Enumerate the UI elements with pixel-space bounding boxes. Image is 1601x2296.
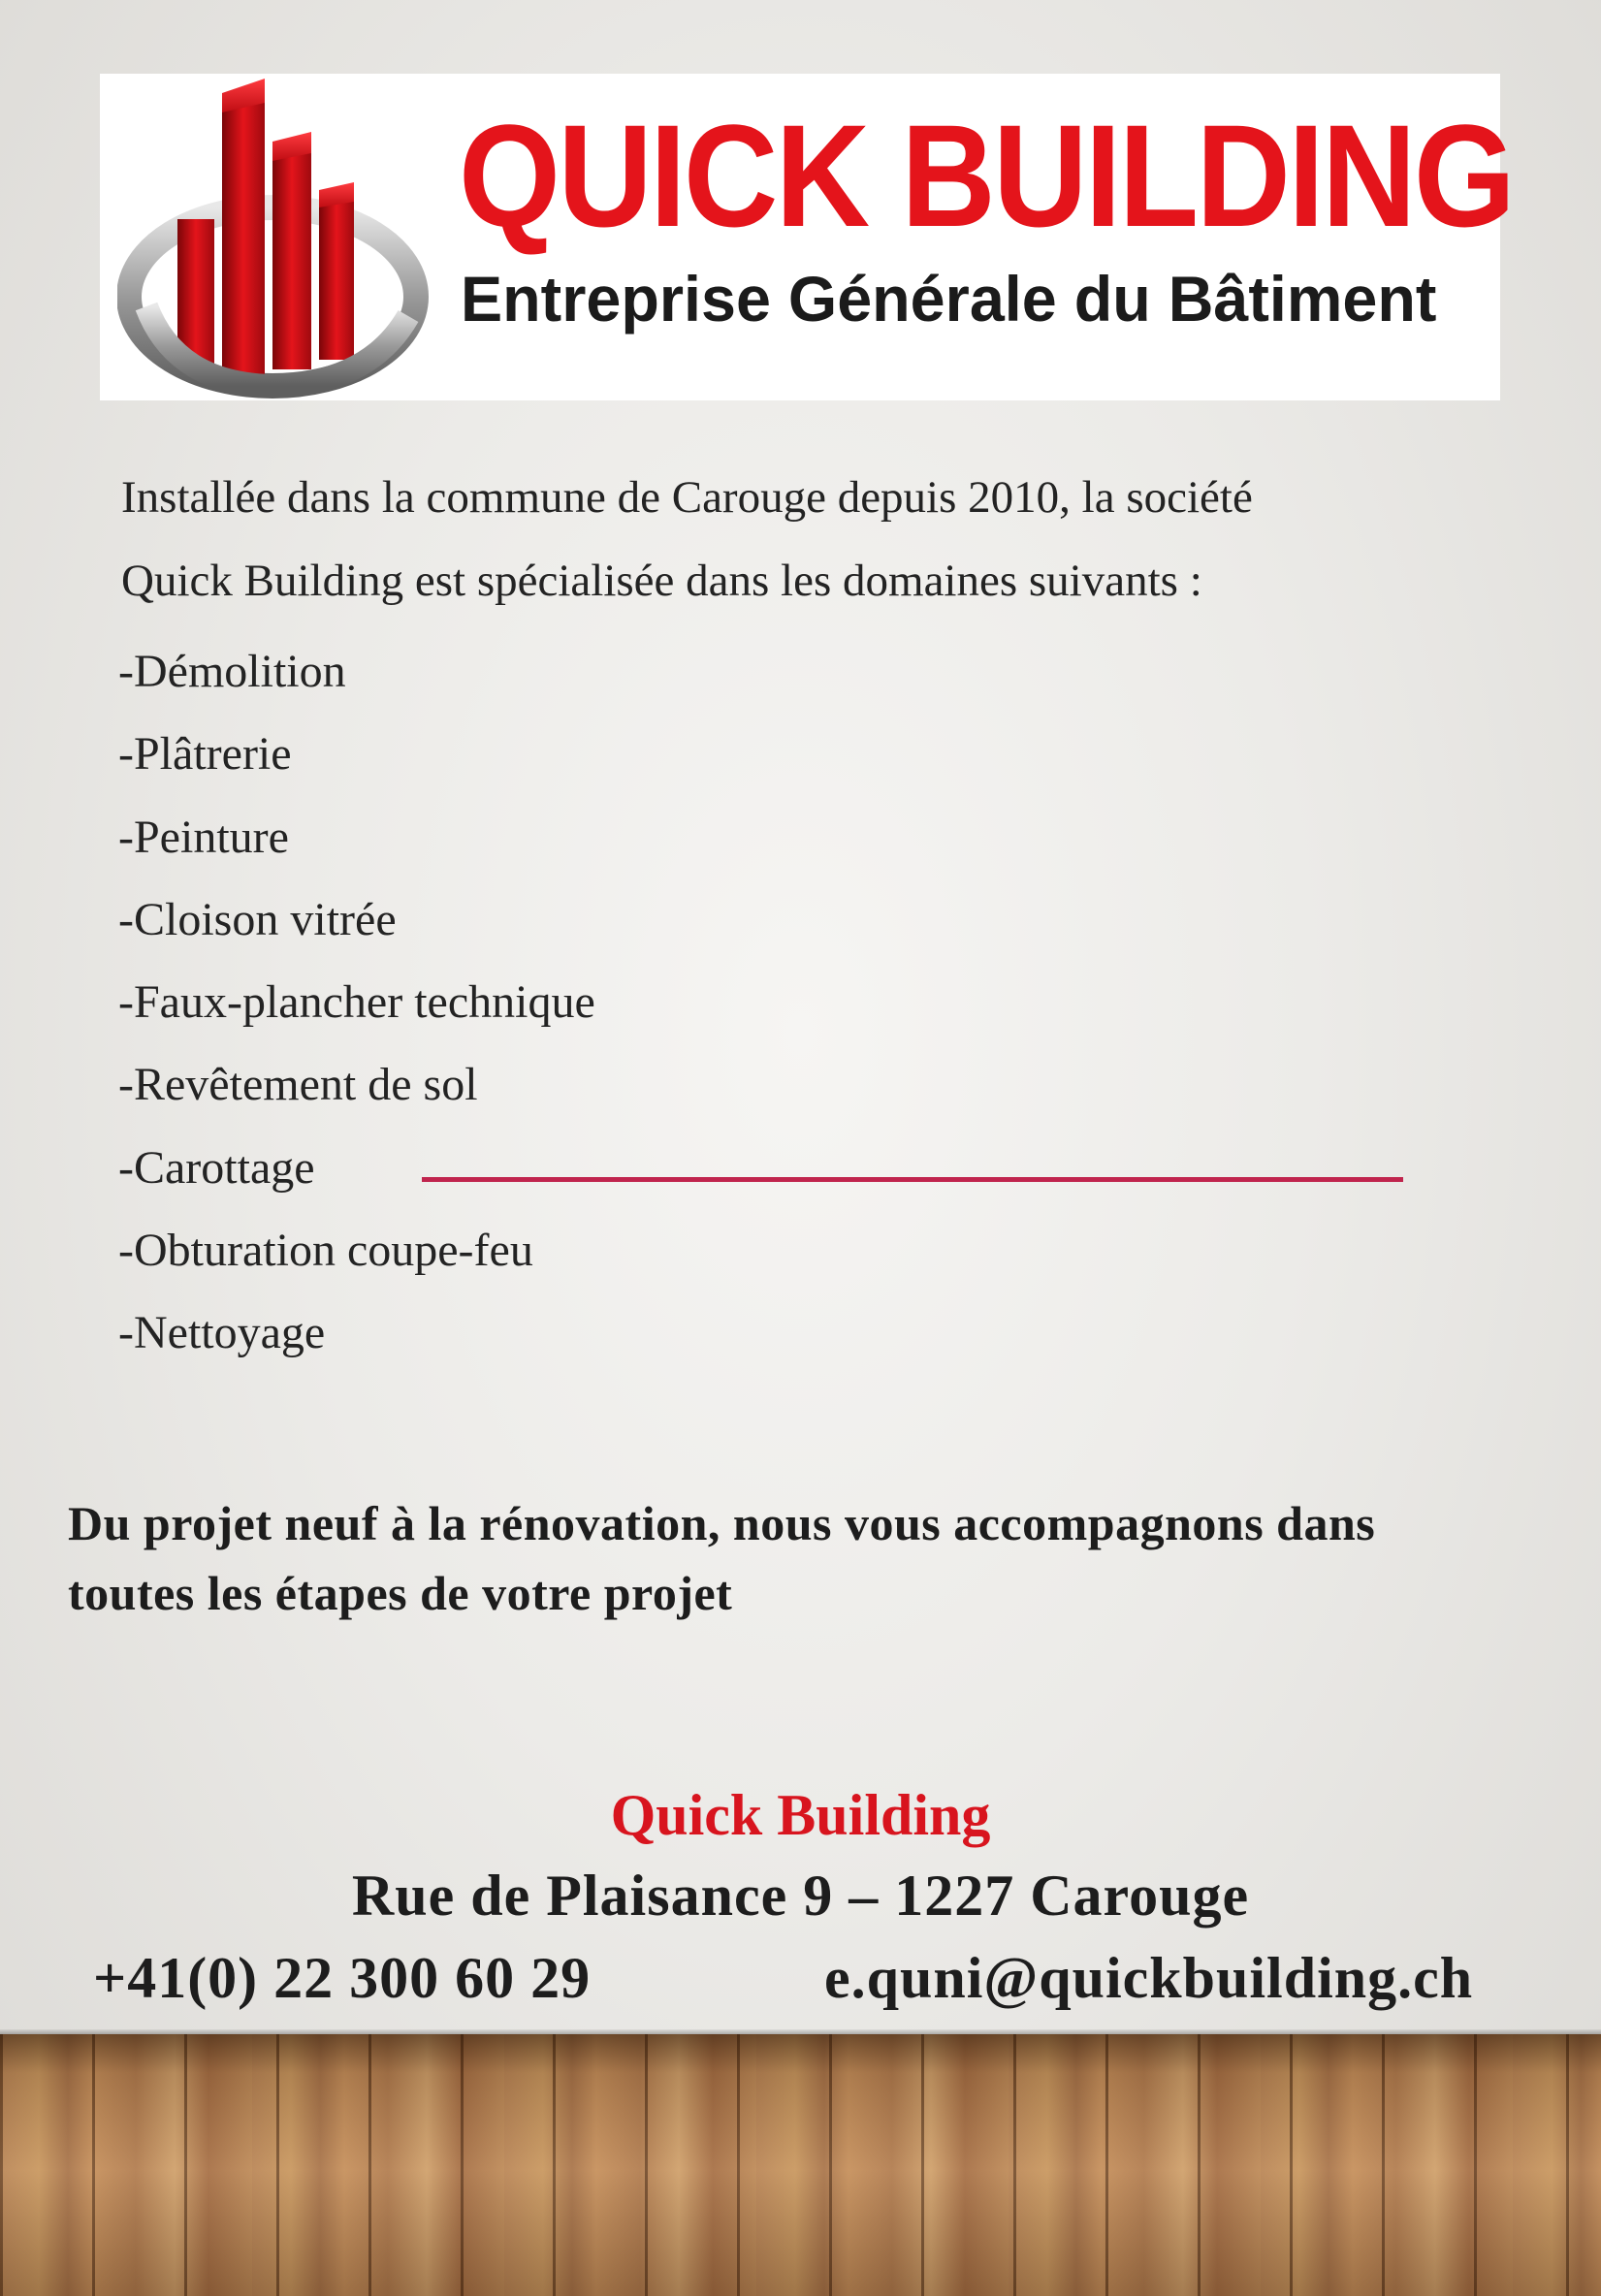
tagline bbox=[68, 1488, 1561, 1628]
service-item-platrerie: -Plâtrerie bbox=[118, 728, 292, 781]
service-item-carottage: -Carottage bbox=[118, 1141, 315, 1194]
contact-email[interactable]: e.quni@quickbuilding.ch bbox=[824, 1946, 1474, 2010]
service-item-faux-plancher: -Faux-plancher technique bbox=[118, 976, 595, 1029]
accent-divider bbox=[422, 1177, 1403, 1182]
logo-banner bbox=[100, 74, 1514, 400]
intro-paragraph bbox=[121, 456, 1401, 622]
floor-shading bbox=[0, 2034, 1601, 2296]
contact-address: Rue de Plaisance 9 – 1227 Carouge bbox=[351, 1864, 1250, 1928]
service-item-peinture: -Peinture bbox=[118, 811, 289, 863]
services-list bbox=[118, 640, 595, 1385]
contact-company-name: Quick Building bbox=[610, 1783, 991, 1847]
service-item-nettoyage: -Nettoyage bbox=[118, 1307, 326, 1359]
brand-title: QUICK BUILDING bbox=[459, 94, 1514, 257]
service-item-cloison-vitree: -Cloison vitrée bbox=[118, 893, 397, 945]
intro-line: Quick Building est spécialisée dans les domaines suivants : bbox=[121, 556, 1202, 606]
service-item-revetement-sol: -Revêtement de sol bbox=[118, 1059, 478, 1111]
brand-subtitle: Entreprise Générale du Bâtiment bbox=[461, 263, 1437, 335]
contact-phone[interactable]: +41(0) 22 300 60 29 bbox=[93, 1946, 592, 2010]
service-item-obturation: -Obturation coupe-feu bbox=[118, 1225, 533, 1277]
tagline-line: Du projet neuf à la rénovation, nous vous accompagnons dans bbox=[68, 1496, 1376, 1550]
service-item-demolition: -Démolition bbox=[118, 646, 346, 697]
building-logo-icon bbox=[117, 74, 437, 400]
tagline-line: toutes les étapes de votre projet bbox=[68, 1566, 733, 1620]
intro-line: Installée dans la commune de Carouge depuis 2010, la société bbox=[121, 472, 1253, 523]
